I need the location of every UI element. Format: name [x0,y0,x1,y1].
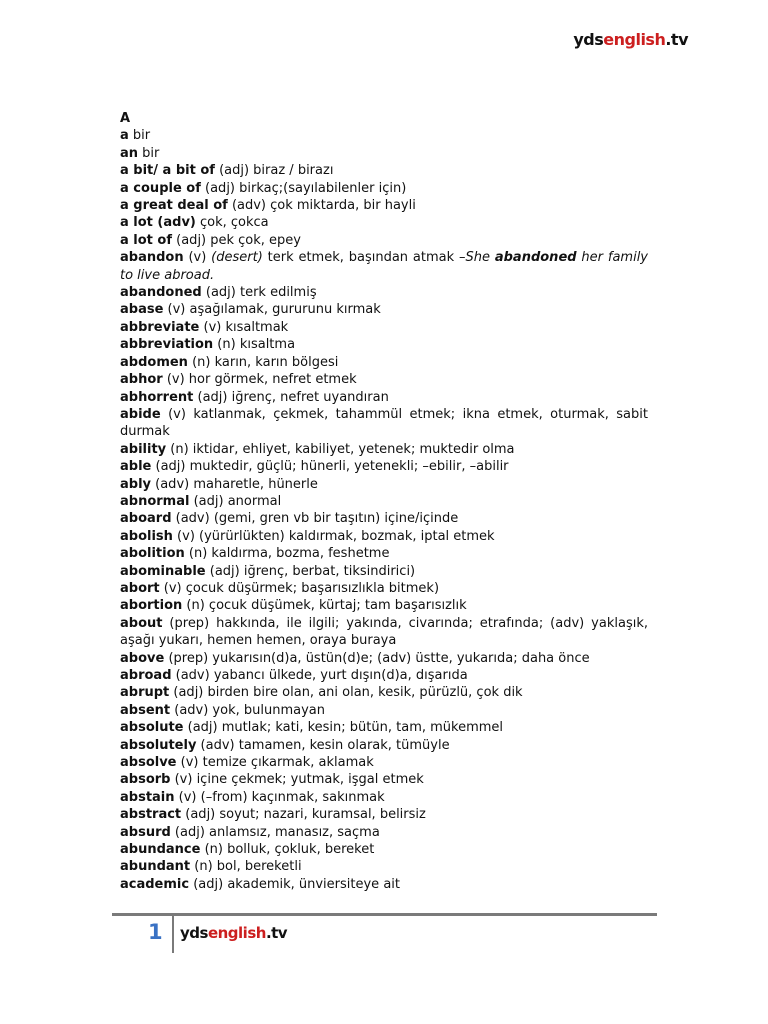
entry-ability [120,441,648,458]
definition: (v) (–from) kaçınmak, sakınmak [174,789,385,805]
definition: (v) temize çıkarmak, aklamak [176,755,374,771]
headword: abundance [120,842,201,858]
definition: (v) içine çekmek; yutmak, işgal etmek [170,772,424,788]
entry-abrupt [120,684,648,701]
headword: about [120,615,163,631]
definition: (v) hor görmek, nefret etmek [162,372,357,388]
entry-a-couple-of [120,180,648,197]
entry-a [120,127,648,144]
definition: (adj) pek çok, epey [172,232,301,248]
entry-above [120,650,648,667]
headword: abort [120,580,160,596]
definition: (adv) yabancı ülkede, yurt dışın(d)a, dışarıda [171,668,468,683]
definition: (prep) yukarısın(d)a, üstün(d)e; (adv) üstte, yukarıda; daha önce [164,650,590,666]
definition: (n) karın, karın bölgesi [187,354,339,370]
headword: an [120,145,139,161]
headword: abstract [120,807,182,823]
definition: (v) [183,250,212,266]
definition: (n) iktidar, ehliyet, kabiliyet, yetenek; muktedir olma [166,441,515,457]
headword: abase [120,302,164,318]
entry-abnormal [120,493,648,510]
headword: abandoned [120,285,202,301]
entry-abstain [120,789,648,806]
headword: abandon [120,250,184,266]
example: her family to live abroad. [120,250,648,283]
definition: bir [138,145,160,161]
entry-able [120,458,648,475]
entry-absolute [120,719,648,736]
headword: academic [120,876,190,892]
entry-abbreviate [120,319,648,336]
definition: (n) kısaltma [213,337,296,353]
entry-a-great-deal-of [120,197,648,214]
headword: abominable [120,563,206,579]
headword: abroad [120,668,172,683]
headword: ably [120,476,152,492]
definition: (adj) anlamsız, manasız, saçma [170,824,380,840]
footer-logo [180,924,287,942]
headword: abbreviation [120,337,214,353]
entry-absolve [120,754,648,771]
headword: abrupt [120,685,170,701]
entry-a-lot [120,214,648,231]
headword: abhor [120,372,163,388]
headword: a [120,128,129,144]
headword: abortion [120,598,183,614]
entry-a-lot-of [120,232,648,249]
definition: (adj) biraz / birazı [214,163,334,179]
entry-abhorrent [120,389,648,406]
headword: abstain [120,789,175,805]
headword: abnormal [120,493,190,509]
definition: (adv) maharetle, hünerle [151,476,318,492]
entry-absolutely [120,737,648,754]
definition: (n) bol, bereketli [190,859,302,875]
headword: abbreviate [120,319,200,335]
definition: (adj) akademik, ünviersiteye ait [189,876,400,892]
definition: (adv) çok miktarda, bir hayli [227,198,416,214]
entry-abbreviation [120,336,648,353]
definition: çok, çokca [195,215,269,231]
example-headword: abandoned [494,250,577,266]
entry-absurd [120,824,648,841]
headword: absent [120,702,171,718]
section-letter: A [120,111,131,126]
entry-abundance [120,841,648,858]
headword: aboard [120,511,172,527]
header-logo [573,30,688,49]
headword: able [120,459,152,475]
logo-tv: .tv [265,924,288,942]
definition: (adv) tamamen, kesin olarak, tümüyle [196,737,450,753]
definition: (adj) anormal [189,493,282,509]
headword: absurd [120,824,171,840]
headword: ability [120,441,167,457]
definition: terk etmek, başından atmak – [262,250,466,266]
entry-about [120,615,648,650]
entry-abandoned [120,284,648,301]
definition: (adj) birkaç;(sayılabilenler için) [200,180,407,196]
logo-yds: yds [180,924,208,942]
headword: a great deal of [120,198,228,214]
headword: a bit/ a bit of [120,163,215,179]
entry-abide [120,406,648,441]
definition: (adj) terk edilmiş [201,285,317,301]
entry-abase [120,301,648,318]
headword: a lot of [120,232,173,248]
entry-abundant [120,858,648,875]
entry-abhor [120,371,648,388]
logo-tv: .tv [665,30,688,49]
definition: (v) kısaltmak [199,319,289,335]
headword: absorb [120,772,171,788]
entry-aboard [120,510,648,527]
entry-absorb [120,771,648,788]
entry-abroad [120,667,648,684]
definition: (adj) muktedir, güçlü; hünerli, yetenekli; –ebilir, –abilir [151,459,509,475]
headword: absolve [120,755,177,771]
definition: (v) (yürürlükten) kaldırmak, bozmak, iptal etmek [172,528,495,544]
definition: (n) bolluk, çokluk, bereket [200,842,375,858]
entry-abandon [120,249,648,284]
definition: (adj) iğrenç, nefret uyandıran [193,389,389,405]
entry-abstract [120,806,648,823]
definition: (adj) iğrenç, berbat, tiksindirici) [205,563,416,579]
entry-abolition [120,545,648,562]
definition: (adv) (gemi, gren vb bir taşıtın) içine/içinde [171,511,459,527]
definition: bir [128,128,151,144]
headword: absolutely [120,737,197,753]
entry-abortion [120,597,648,614]
entry-an [120,145,648,162]
entry-abolish [120,528,648,545]
definition: (v) aşağılamak, gururunu kırmak [163,302,381,318]
synonym: (desert) [211,250,263,266]
footer-divider [172,913,174,953]
logo-english: english [603,30,666,49]
page-number: 1 [148,920,163,944]
headword: abhorrent [120,389,194,405]
entry-abdomen [120,354,648,371]
dictionary-entries [120,110,648,893]
definition: (n) kaldırma, bozma, feshetme [184,546,390,562]
example: She [465,250,495,266]
definition: (adv) yok, bulunmayan [170,702,325,718]
entry-a-bit-of [120,162,648,179]
headword: above [120,650,165,666]
definition: (v) katlanmak, çekmek, tahammül etmek; ikna etmek, oturmak, sabit durmak [120,406,648,440]
headword: absolute [120,720,184,736]
definition: (v) çocuk düşürmek; başarısızlıkla bitmek) [159,580,440,596]
logo-english: english [207,924,266,942]
entry-absent [120,702,648,719]
footer-rule [112,913,657,916]
definition: (prep) hakkında, ile ilgili; yakında, civarında; etrafında; (adv) yaklaşık, aşağı yukarı, hemen hemen, oraya buraya [120,615,648,649]
headword: abolition [120,546,185,562]
entry-ably [120,476,648,493]
definition: (adj) mutlak; kati, kesin; bütün, tam, mükemmel [183,720,504,736]
entry-abominable [120,563,648,580]
headword: abolish [120,528,173,544]
entry-abort [120,580,648,597]
headword: abide [120,406,161,422]
definition: (adj) soyut; nazari, kuramsal, belirsiz [181,807,426,823]
headword: a lot (adv) [120,215,196,231]
definition: (adj) birden bire olan, ani olan, kesik, pürüzlü, çok dik [169,685,523,701]
entry-academic [120,876,648,893]
headword: abdomen [120,354,188,370]
logo-yds: yds [573,30,604,49]
definition: (n) çocuk düşümek, kürtaj; tam başarısızlık [182,598,467,614]
headword: a couple of [120,180,201,196]
headword: abundant [120,859,191,875]
